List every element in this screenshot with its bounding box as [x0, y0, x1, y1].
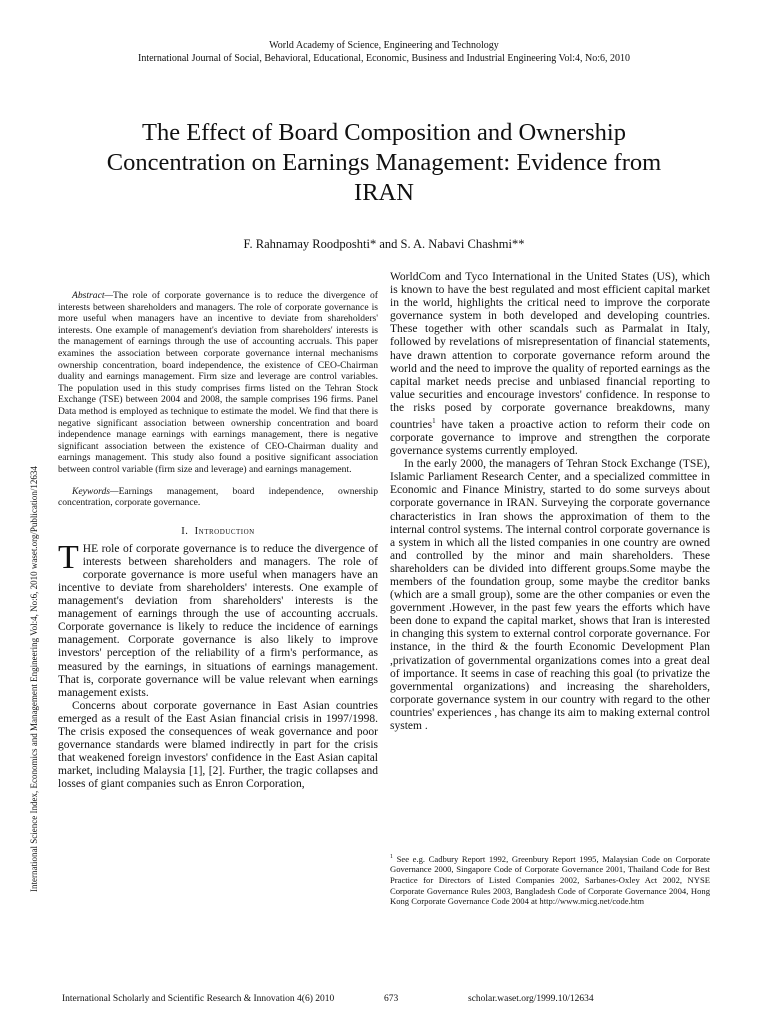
page-footer-journal: International Scholarly and Scientific Research & Innovation 4(6) 2010: [62, 994, 335, 1004]
left-column: [58, 290, 378, 791]
intro-paragraph-1: [58, 538, 378, 700]
journal-header-line2: International Journal of Social, Behavioral, Educational, Economic, Business and Industrial Engineering Vol:4, No:6, 2010: [137, 53, 631, 64]
intro-paragraph-1-text: HE role of corporate governance is to reduce the divergence of interests between shareholders and managers. The role of corporate governance is more useful when managers have an incentive to deviate from shareholders' interests. One example of management's deviation from shareholders' interests is the management of earnings through the use of accounting accruals. Corporate governance is likely to reduce the incidence of earnings management. Corporate governance is also likely to improve investors' perception of the reliability of a firm's performance, as measured by the earnings, in situations of earnings management. That is, corporate governance will be value relevant when earnings management exists.: [58, 542, 378, 699]
page-number: 673: [384, 994, 399, 1004]
paper-authors: F. Rahnamay Roodposhti* and S. A. Nabavi Chashmi**: [243, 237, 525, 251]
footnote-mark: 1: [390, 854, 393, 860]
intro-paragraph-2: Concerns about corporate governance in East Asian countries emerged as a result of the East Asian financial crisis in 1997/1998. The crisis exposed the consequences of weak governance and poor governance standards were blamed indirectly in part for the crisis that weakened foreign investors' confidence in the East Asian capital market, including Malaysia [1], [2]. Further, the tragic collapses and losses of giant companies such as Enron Corporation,: [58, 699, 378, 791]
section-heading-introduction: [58, 526, 378, 537]
intro-paragraph-3-text-a: WorldCom and Tyco International in the United States (US), which is known to have the best regulated and most efficient capital market in the world, highlights the critical need to improve the corporate governance system in both developed and developing countries. These together with other scandals such as Parmalat in Italy, followed by revelations of misrepresentation of financial statements, have drawn attention to corporate governance reform around the world and the need to improve the quality of reported earnings as the capital market needs precise and unbiased financial reporting to value securities and encourage investors' confidence. In response to the risks posed by corporate governance breakdowns, many countries: [390, 271, 710, 431]
right-column: [390, 271, 710, 733]
intro-paragraph-3: [390, 271, 710, 458]
page-footer-url: scholar.waset.org/1999.10/12634: [468, 994, 594, 1004]
journal-header-line1: World Academy of Science, Engineering and Technology: [269, 40, 499, 51]
paper-title: The Effect of Board Composition and Ownership Concentration on Earnings Management: Evidence from IRAN: [106, 119, 662, 206]
footnote-ref: 1: [432, 417, 436, 426]
abstract-text: The role of corporate governance is to reduce the divergence of interests between shareholders and managers. The role of corporate governance is more useful when managers have an incentive to deviate from shareholders' interests. One example of management's deviation from shareholders' interests is the management of earnings through the use of accounting accruals. This paper examines the association between corporate governance internal mechanisms ownership concentration, board independence, the existence of CEO-Chairman duality and earnings management. Firm size and leverage are control variables. The population used in this study comprises firms listed on the Tehran Stock Exchange (TSE) between 2004 and 2008, the sample comprises 196 firms. Panel Data method is employed as technique to estimate the model. We find that there is negative significant association between ownership concentration and board independence manage earnings with earnings management, there is negative significant association between the existence of CEO-Chairman duality and earnings management. This study also found a positive significant association between control variable (firm size and leverage) and earnings management.: [58, 290, 378, 475]
abstract: [58, 290, 378, 476]
keywords-label: Keywords—: [72, 485, 119, 497]
drop-cap: T: [58, 538, 79, 576]
footnote: [390, 852, 710, 907]
section-label: Introduction: [194, 525, 255, 537]
side-margin-citation: International Science Index, Economics and Management Engineering Vol:4, No:6, 2010 waset.org/Publication/12634: [29, 466, 39, 892]
intro-paragraph-4: In the early 2000, the managers of Tehran Stock Exchange (TSE), Islamic Parliament Research Center, and a specialized committee in Economic and Finance Ministry, started to do some surveys about corporate governance in IRAN. Surveying the corporate governance characteristics in Iran shows the approximation of them to the internal control systems. The internal control corporate governance is a system in which all the listed companies in one country are owned and controlled by the minor and main shareholders. These shareholders can be divided into different groups.Some maybe the members of the foundation group, some maybe the creditor banks (which are a small group), some are the other companies or even the government .However, in the past few years the efforts which have been done to expand the capital market, shows that Iran is interested in changing this system to external control corporate governance. For instance, in the third & the fourth Economic Development Plan ,privatization of governmental organizations comes into a great deal of importance. It seems in case of reaching this goal (to privatize the governmental organizations) and increasing the shareholders, corporate governance system in our country with regard to the other countries' experiences , has change its aim to making external control system .: [390, 458, 710, 733]
intro-paragraph-3-text-b: have taken a proactive action to reform their code on corporate governance to improve and strengthen the corporate governance systems currently employed.: [390, 418, 710, 458]
keywords-text: Earnings management, board independence, ownership concentration, corporate governance.: [58, 485, 378, 509]
section-number: I.: [181, 525, 189, 537]
abstract-label: Abstract—: [72, 290, 114, 301]
keywords: [58, 486, 378, 509]
footnote-text: See e.g. Cadbury Report 1992, Greenbury Report 1995, Malaysian Code on Corporate Governance 2000, Singapore Code of Corporate Governance 2001, Thailand Code for Best Practice for Directors of Listed Companies 2002, Sarbanes-Oxley Act 2002, NYSE Corporate Governance Rules 2003, Bangladesh Code of Corporate Governance 2004, Hong Kong Corporate Governance Code 2004 at http://www.micg.net/code.htm: [390, 853, 710, 907]
